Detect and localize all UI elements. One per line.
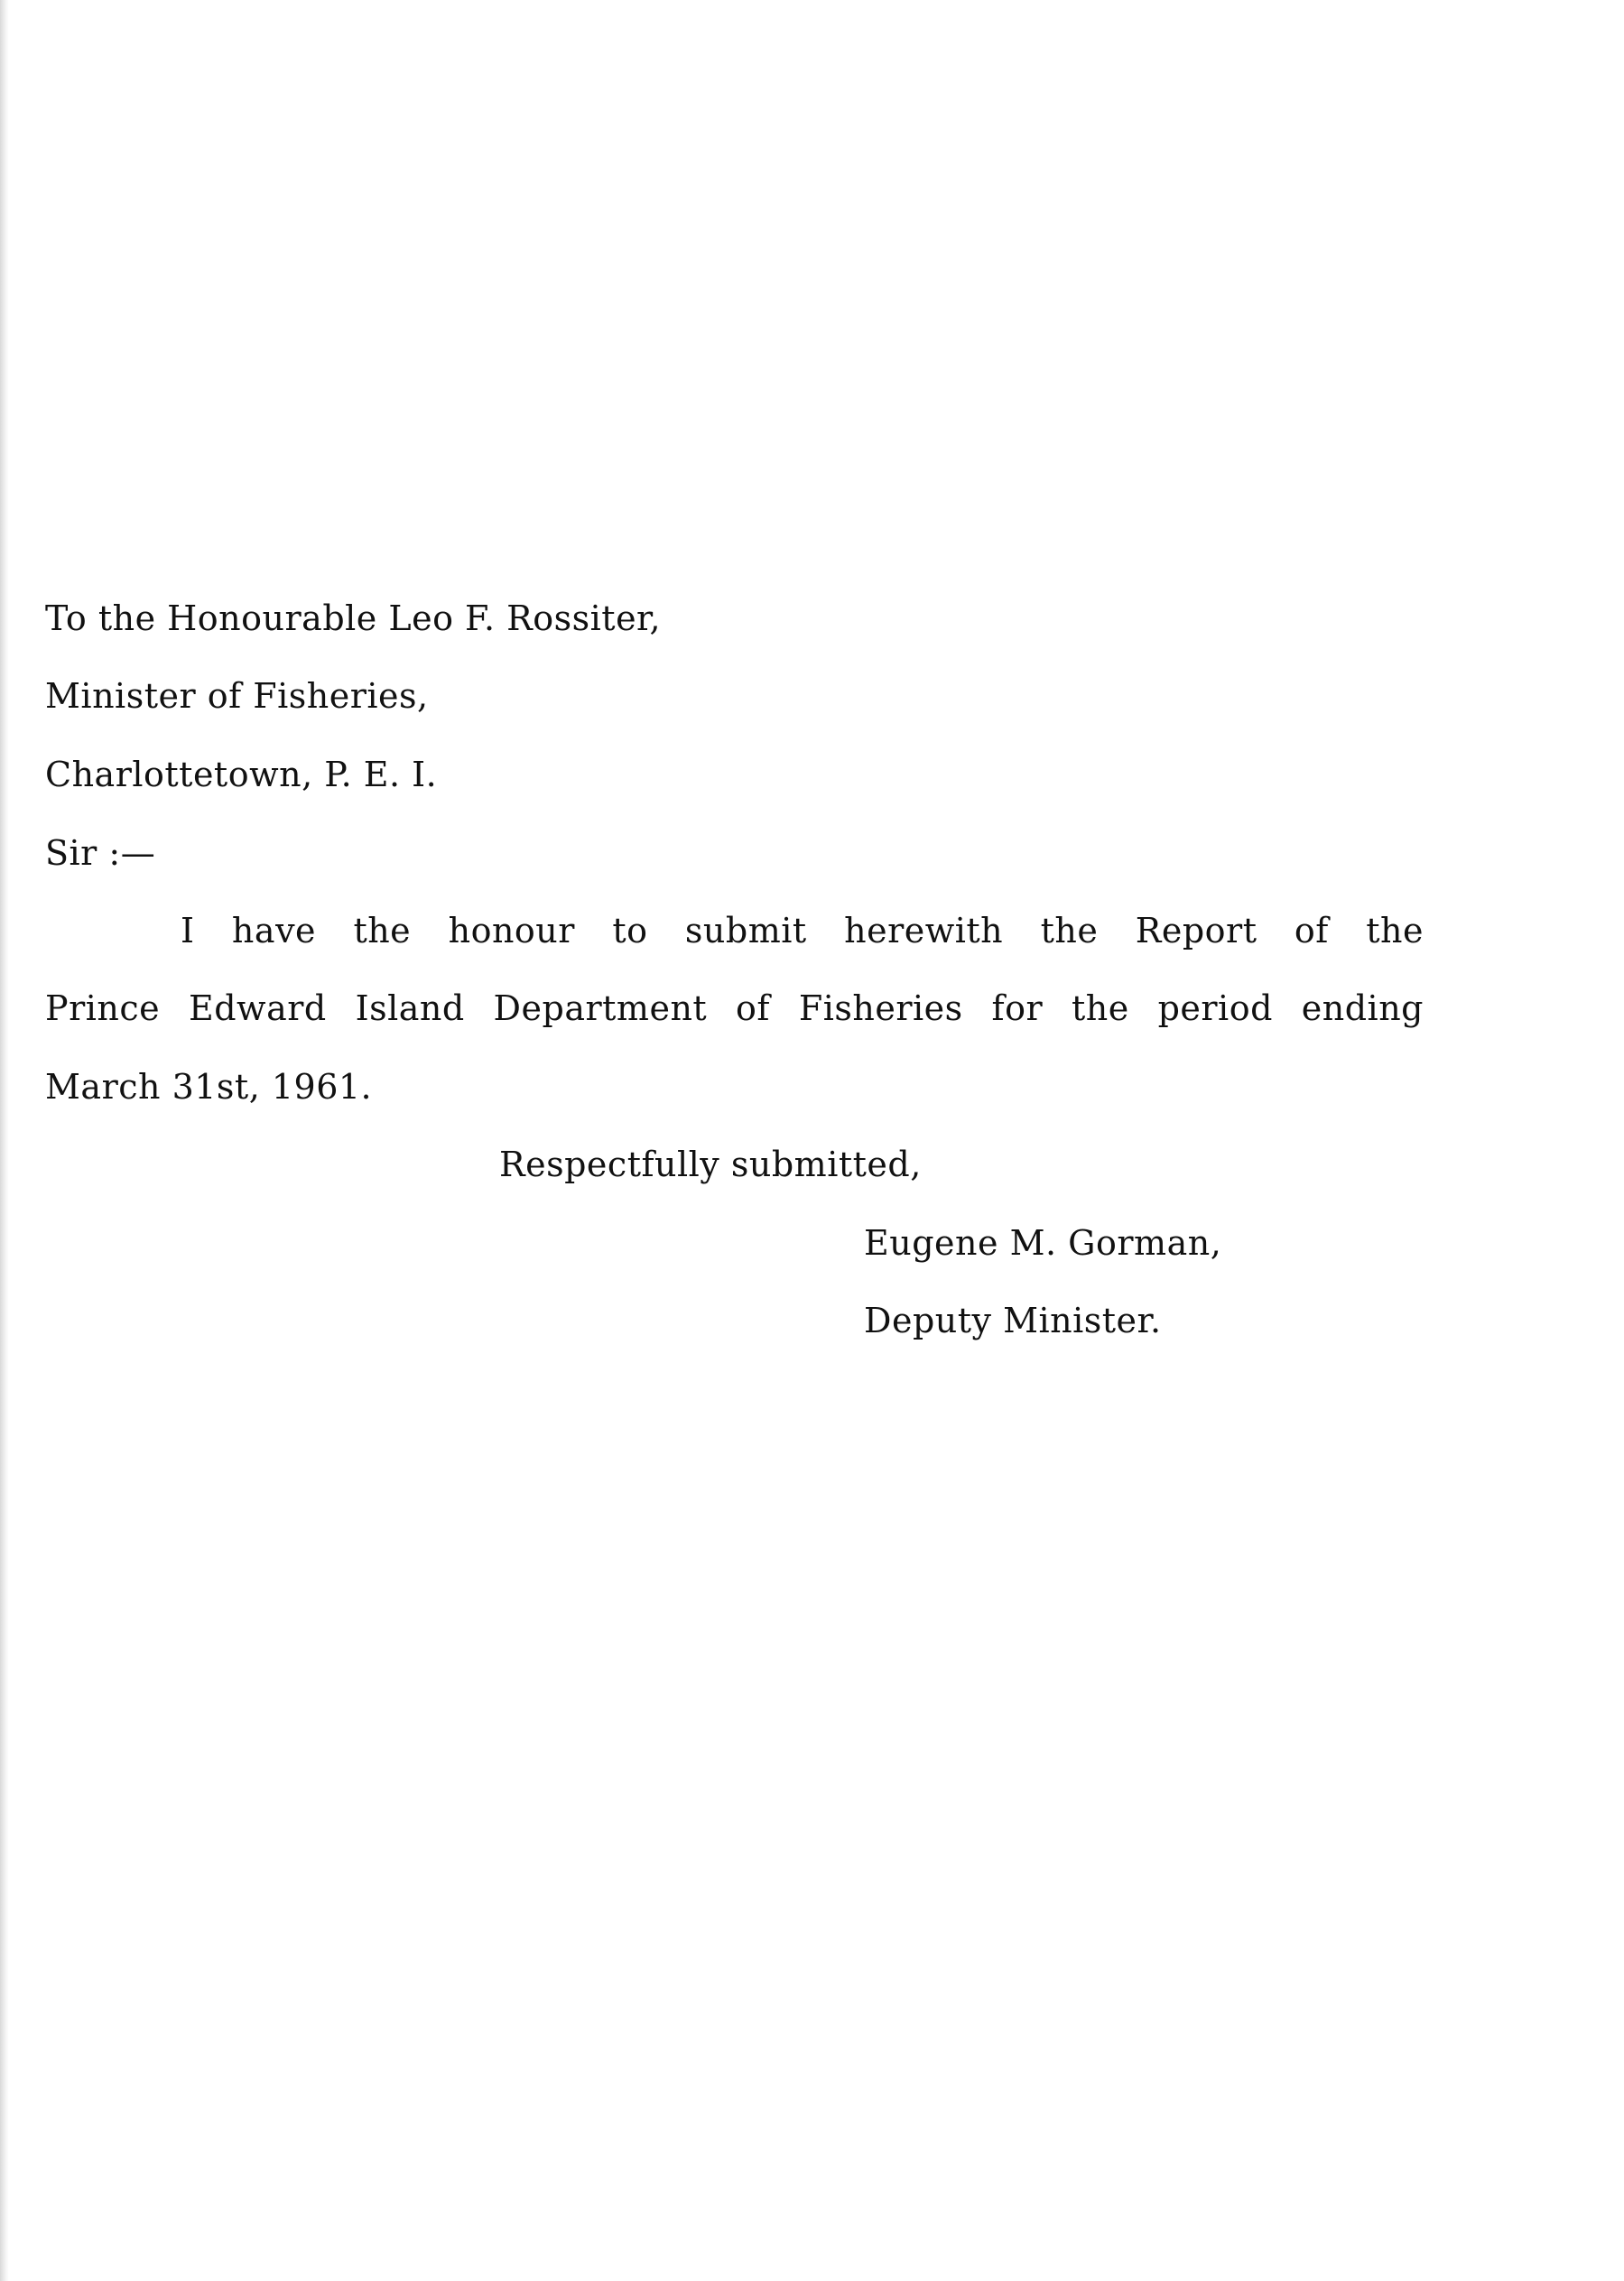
body-line-1: I have the honour to submit herewith the Report of the (181, 911, 1424, 950)
closing-phrase: Respectfully submitted, (499, 1145, 922, 1184)
salutation: Sir :— (45, 833, 156, 873)
body-line-3: March 31st, 1961. (45, 1067, 373, 1107)
signatory-title: Deputy Minister. (864, 1301, 1162, 1340)
signatory-name: Eugene M. Gorman, (864, 1223, 1222, 1263)
addressee-line-2: Minister of Fisheries, (45, 676, 429, 716)
body-line-2: Prince Edward Island Department of Fisheries for the period ending (45, 988, 1424, 1028)
page-edge-shadow (0, 0, 9, 2281)
addressee-line-1: To the Honourable Leo F. Rossiter, (45, 598, 662, 638)
addressee-line-3: Charlottetown, P. E. I. (45, 755, 438, 794)
